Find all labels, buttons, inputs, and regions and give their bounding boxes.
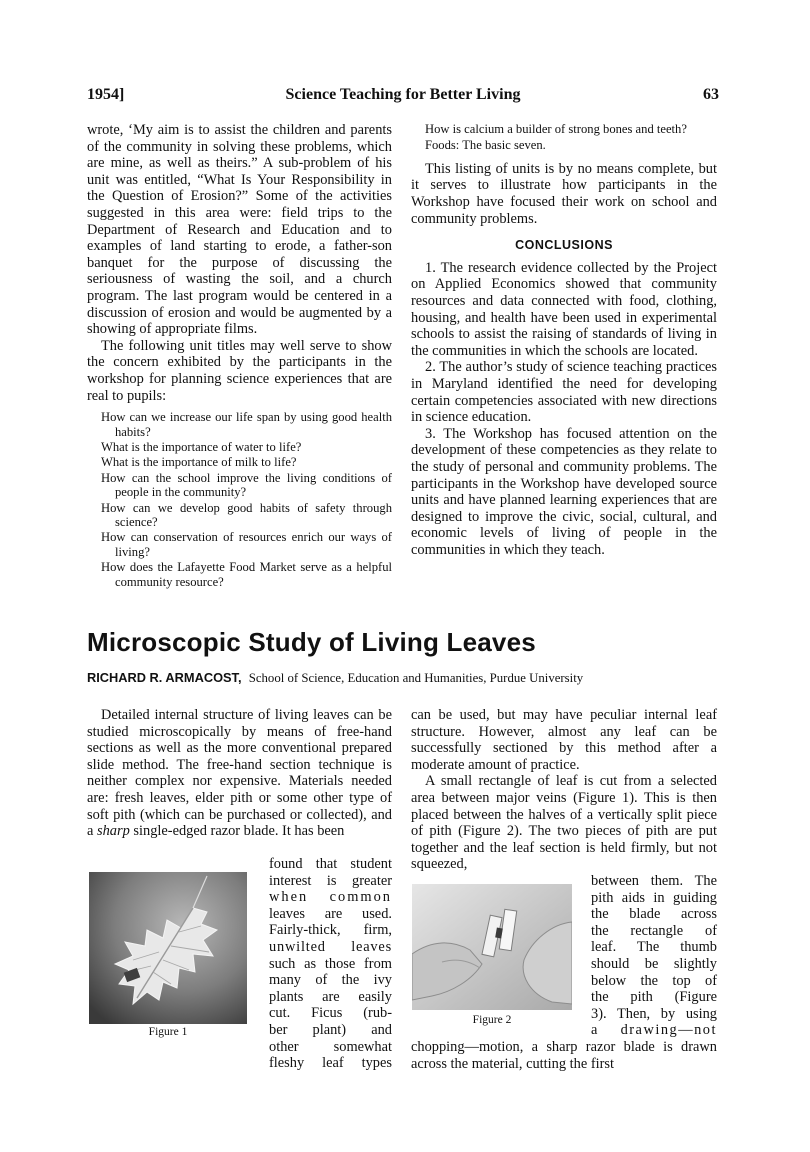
list-item: How does the Lafayette Food Market serve as a helpful community resource?: [101, 560, 392, 589]
wrap-line: the blade across: [591, 906, 717, 923]
list-item: What is the importance of milk to life?: [101, 455, 297, 470]
wrap-line: interest is greater: [269, 872, 392, 889]
emphasis-sharp: sharp: [97, 823, 130, 840]
right-column-bottom: [411, 707, 717, 873]
wrap-line: other somewhat: [269, 1038, 392, 1055]
wrap-line: cut. Ficus (rub-: [269, 1005, 392, 1022]
running-head-year: 1954]: [87, 86, 125, 103]
section-heading-conclusions: CONCLUSIONS: [515, 238, 613, 253]
list-item: How can the school improve the living conditions of people in the community?: [101, 470, 392, 500]
conclusion-item: 1. The research evidence collected by the Project on Applied Economics showed that community resources and data connected with food, clothing, housing, and health have been used in experimental schools to assist the raising of standards of living in the communities in which the schools are located.: [411, 259, 717, 359]
wrap-line: between them. The: [591, 873, 717, 889]
list-item: Foods: The basic seven.: [425, 138, 546, 153]
body-paragraph: chopping—motion, a sharp razor blade is drawn across the material, cutting the first: [411, 1039, 717, 1072]
left-column-bottom: [87, 707, 392, 840]
paragraph-text-end: single-edged razor blade. It has been: [133, 823, 345, 840]
figure-1-caption: Figure 1: [148, 1026, 188, 1038]
unit-titles-list: [101, 410, 392, 589]
unit-titles-list-continued: [425, 122, 717, 153]
body-paragraph: The following unit titles may well serve to show the concern exhibited by the participants in the workshop for planning science experiences that are real to pupils:: [87, 337, 392, 404]
byline: [87, 670, 583, 686]
body-paragraph: A small rectangle of leaf is cut from a selected area between major veins (Figure 1). This is then placed between the halves of a vertically split piece of pith (Figure 2). The two pieces of pith are put together and the leaf section is held firmly, but not squeezed,: [411, 773, 717, 873]
list-item: How can we develop good habits of safety through science?: [101, 500, 392, 529]
wrap-line: fleshy leaf types: [269, 1055, 392, 1072]
author-name: RICHARD R. ARMACOST,: [87, 670, 242, 685]
paragraph-text: Detailed internal structure of living leaves can be studied microscopically by means of free-hand sections as well as the more conventional prepared slide method. The free-hand section technique is neither complex nor expensive. Materials needed are: fresh leaves, elder pith or some other type of soft pith (which can be purchased or collected), and a: [87, 707, 392, 840]
wrap-line: the rectangle of: [591, 922, 717, 939]
left-column-top: [87, 122, 392, 590]
figure-2-photo: [412, 884, 572, 1010]
list-item: How can we increase our life span by using good health habits?: [101, 410, 392, 439]
conclusion-item: 3. The Workshop has focused attention on the development of these competencies as they relate to the study of personal and community problems. The participants in the Workshop have developed source units and have planned learning experiences that are designed to improve the civic, social, cultural, and economic levels of living of people in the communities in which they teach.: [411, 425, 717, 558]
list-item: What is the importance of water to life?: [101, 439, 302, 454]
wrap-line: such as those from: [269, 955, 392, 972]
list-item: How is calcium a builder of strong bones and teeth?: [425, 122, 687, 136]
article-title: Microscopic Study of Living Leaves: [87, 627, 536, 657]
running-head-title: Science Teaching for Better Living: [285, 86, 521, 103]
wrap-line: Fairly-thick, firm,: [269, 922, 392, 939]
figure-2: [412, 884, 572, 1034]
author-affiliation: School of Science, Education and Humanities, Purdue University: [248, 671, 584, 685]
figure-1-photo: [89, 872, 247, 1024]
running-head: [87, 86, 719, 108]
wrap-line: found that student: [269, 856, 392, 872]
body-paragraph: can be used, but may have peculiar internal leaf structure. However, almost any leaf can be successfully sectioned by this method after a moderate amount of practice.: [411, 707, 717, 773]
conclusion-item: 2. The author’s study of science teaching practices in Maryland identified the need for developing certain competencies associated with new directions in science education.: [411, 359, 717, 426]
wrap-line: pith aids in guiding: [591, 889, 717, 906]
wrap-line: leaves are used.: [269, 905, 392, 922]
wrap-line: ber plant) and: [269, 1021, 392, 1038]
body-paragraph: This listing of units is by no means complete, but it serves to illustrate how participants in the Workshop have focused their work on school and community problems.: [411, 160, 717, 227]
wrap-line: unwilted leaves: [269, 938, 392, 955]
figure-1: [89, 872, 247, 1040]
wrap-line: many of the ivy: [269, 972, 392, 989]
wrap-line: a drawing—not: [591, 1022, 717, 1039]
wrap-line: when common: [269, 889, 392, 906]
wrap-line: 3). Then, by using: [591, 1005, 717, 1022]
page-number: 63: [703, 86, 719, 103]
left-column-wrap: [269, 856, 392, 1072]
wrap-line: should be slightly: [591, 955, 717, 972]
body-paragraph: wrote, ‘My aim is to assist the children and parents of the community in solving these problems, which are mine, as well as theirs.” A sub-problem of his unit was entitled, “What Is Your Responsibility in the Question of Erosion?” Some of the activities suggested in this area were: field trips to the Department of Research and Education and to examples of land starting to erode, a father-son banquet for the purpose of discussing the seriousness of wasting the soil, and a church program. The last program would be centered in a discussion of erosion and would be augmented by a showing of appropriate films.: [87, 122, 392, 338]
list-item: How can conservation of resources enrich our ways of living?: [101, 530, 392, 559]
right-column-top: [411, 122, 717, 558]
right-column-wrap: [591, 873, 717, 1039]
figure-2-caption: Figure 2: [472, 1014, 512, 1026]
right-column-end: [411, 1039, 717, 1072]
oak-leaf-photo-icon: [89, 872, 247, 1024]
pith-in-hands-photo-icon: [412, 884, 572, 1010]
wrap-line: plants are easily: [269, 988, 392, 1005]
wrap-line: below the top of: [591, 972, 717, 989]
wrap-line: the pith (Figure: [591, 989, 717, 1006]
wrap-line: leaf. The thumb: [591, 939, 717, 956]
body-paragraph: [87, 707, 392, 840]
